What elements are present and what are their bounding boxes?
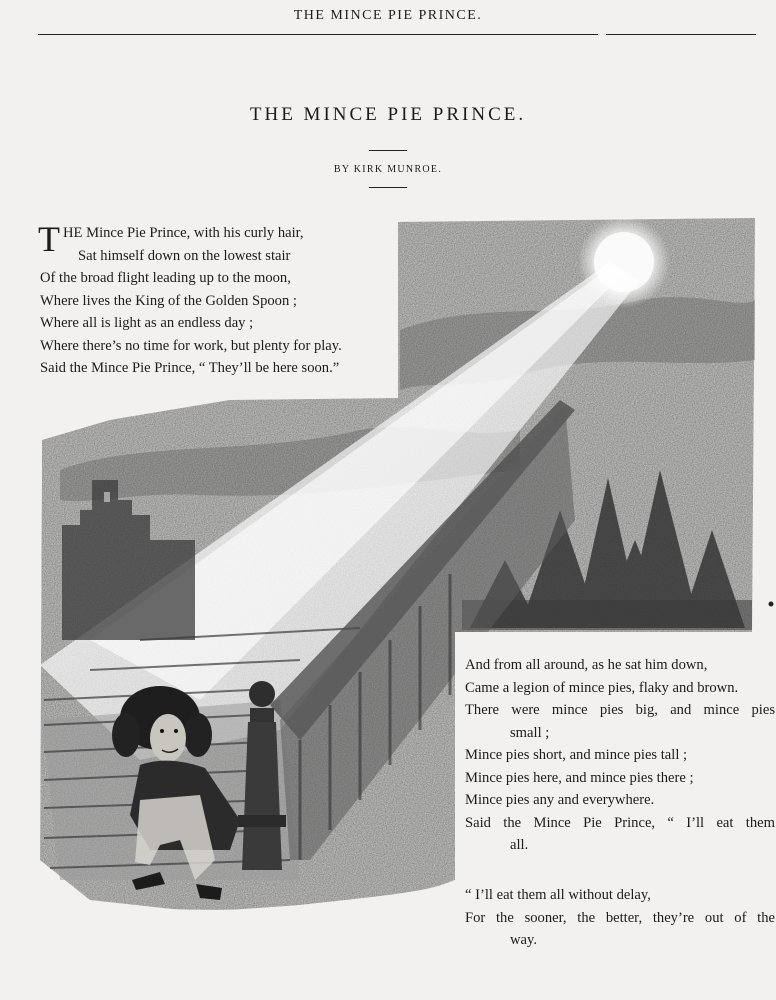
stanza-1-line-3: Of the broad flight leading up to the moon, <box>40 270 291 286</box>
drop-cap: T <box>38 219 60 259</box>
stanza-1-line-6: Where there’s no time for work, but plenty for play. <box>40 337 342 354</box>
stanza-2-line-6: Mince pies here, and mince pies there ; <box>465 769 694 786</box>
stanza-2-line-5: Mince pies short, and mince pies tall ; <box>465 747 688 763</box>
stanza-1 <box>38 219 390 380</box>
running-head: THE MINCE PIE PRINCE. <box>293 8 483 23</box>
stanza-2 <box>465 654 775 857</box>
stanza-2-line-1: And from all around, as he sat him down, <box>465 657 708 673</box>
stanza-2-line-8: Said the Mince Pie Prince, “ I’ll eat them <box>465 814 775 831</box>
article-title: THE MINCE PIE PRINCE. <box>249 104 527 125</box>
byline: BY KIRK MUNROE. <box>333 164 443 175</box>
stanza-2-line-4: small ; <box>510 724 550 741</box>
stanza-1-line-2: Sat himself down on the lowest stair <box>78 247 291 264</box>
stanza-3-line-1: “ I’ll eat them all without delay, <box>465 887 651 903</box>
stanza-2-line-7: Mince pies any and everywhere. <box>465 792 655 808</box>
stanza-1-line-4: Where lives the King of the Golden Spoon ; <box>40 292 297 309</box>
stanza-3 <box>465 884 775 952</box>
stanza-1-line-7: Said the Mince Pie Prince, “ They’ll be here soon.” <box>40 360 340 376</box>
stanza-1-line-5: Where all is light as an endless day ; <box>40 315 254 331</box>
stanza-2-line-9: all. <box>510 837 529 853</box>
stanza-2-line-2: Came a legion of mince pies, flaky and brown. <box>465 679 739 696</box>
stanza-1-line-1: HE Mince Pie Prince, with his curly hair, <box>63 225 304 241</box>
stanza-3-line-3: way. <box>510 932 538 948</box>
stanza-2-line-3: There were mince pies big, and mince pies <box>465 702 775 718</box>
stanza-3-line-2: For the sooner, the better, they’re out of the <box>465 909 775 926</box>
